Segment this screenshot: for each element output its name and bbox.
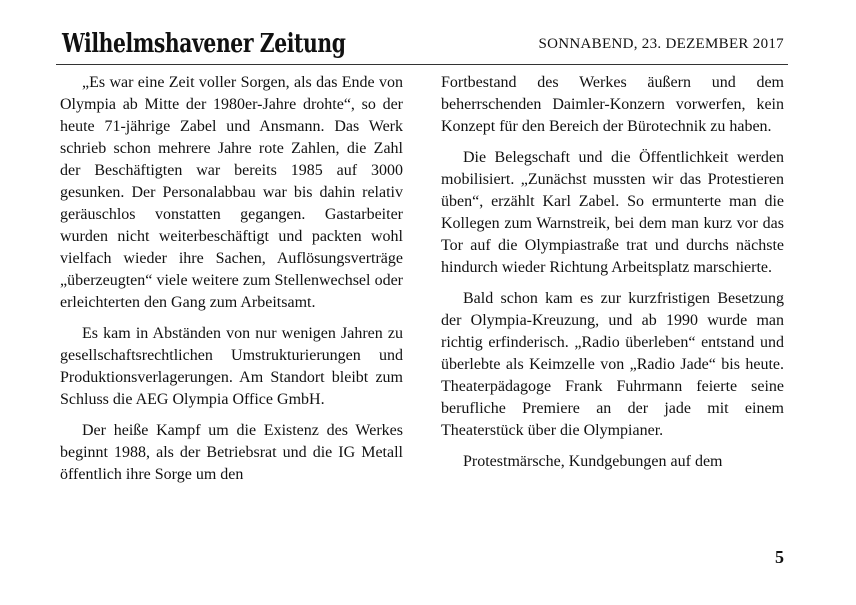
page-number: 5 — [775, 547, 784, 567]
paragraph: Der heiße Kampf um die Existenz des Werkes beginnt 1988, als der Betriebsrat und die IG Metall öffentlich ihre Sorge um den — [60, 422, 403, 483]
header-divider — [56, 64, 788, 65]
left-text-column — [60, 72, 403, 495]
paragraph: „Es war eine Zeit voller Sorgen, als das Ende von Olympia ab Mitte der 1980er-Jahre drohte“, so der heute 71-jährige Zabel und Ansmann. Das Werk schrieb schon mehrere Jahre rote Zahlen, die Zahl der Beschäftigten war bereits 1985 auf 3000 gesunken. Der Personalabbau war bis dahin relativ geräuschlos vonstatten gegangen. Gastarbeiter wurden nicht weiterbeschäftigt und packten wohl vielfach wieder ihre Sachen, Auflösungsverträge „überzeugten“ viele weitere zum Stellenwechsel oder erleichterten den Gang zum Arbeitsamt. — [60, 74, 403, 311]
paragraph: Protestmärsche, Kundgebungen auf dem — [463, 453, 723, 470]
paragraph: Die Belegschaft und die Öffentlichkeit werden mobilisiert. „Zunächst mussten wir das Protestieren üben“, erzählt Karl Zabel. So ermunterte man die Kollegen zum Warnstreik, bei dem man kurz vor das Tor auf die Olympiastraße trat und durchs nächste hindurch wieder Richtung Arbeitsplatz marschierte. — [441, 149, 784, 276]
paragraph-continued: Fortbestand des Werkes äußern und dem beherrschenden Daimler-Konzern vorwerfen, kein Konzept für den Bereich der Bürotechnik zu haben. — [441, 74, 784, 135]
paragraph: Bald schon kam es zur kurzfristigen Besetzung der Olympia-Kreuzung, und ab 1990 wurde man richtig erfinderisch. „Radio überleben“ entstand und überlebte als Keimzelle von „Radio Jade“ bis heute. Theaterpädagoge Frank Fuhrmann feierte seine berufliche Premiere an der jade mit einem Theaterstück über die Olympianer. — [441, 290, 784, 439]
newspaper-masthead: Wilhelmshavener Zeitung — [62, 29, 346, 59]
paragraph: Es kam in Abständen von nur wenigen Jahren zu gesellschaftsrechtlichen Umstrukturierungen und Produktionsverlagerungen. Am Standort bleibt zum Schluss die AEG Olympia Office GmbH. — [60, 325, 403, 408]
right-text-column — [441, 72, 784, 482]
issue-date: SONNABEND, 23. DEZEMBER 2017 — [538, 36, 784, 52]
